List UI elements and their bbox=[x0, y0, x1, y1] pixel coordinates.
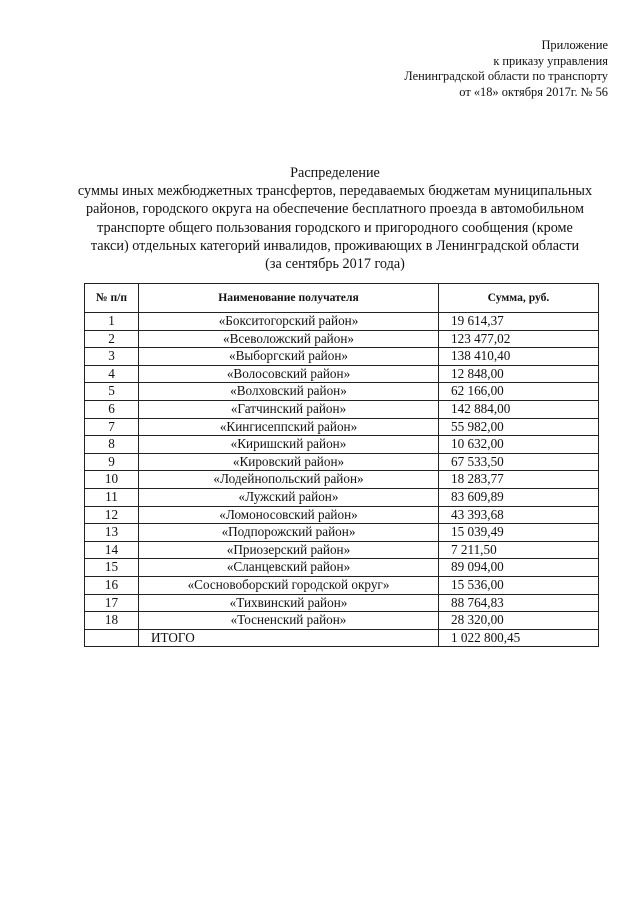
row-number: 7 bbox=[85, 418, 139, 436]
header-line: от «18» октября 2017г. № 56 bbox=[459, 84, 608, 99]
recipient-name: «Кингисеппский район» bbox=[139, 418, 439, 436]
row-amount: 43 393,68 bbox=[439, 506, 599, 524]
row-amount: 10 632,00 bbox=[439, 436, 599, 454]
row-amount: 15 039,49 bbox=[439, 524, 599, 542]
table-row bbox=[85, 365, 599, 383]
title-line: транспорте общего пользования городского и пригородного сообщения (кроме bbox=[97, 219, 573, 236]
total-amount: 1 022 800,45 bbox=[439, 629, 599, 647]
row-amount: 138 410,40 bbox=[439, 348, 599, 366]
row-amount: 89 094,00 bbox=[439, 559, 599, 577]
recipient-name: «Гатчинский район» bbox=[139, 400, 439, 418]
recipient-name: «Лужский район» bbox=[139, 488, 439, 506]
row-number: 13 bbox=[85, 524, 139, 542]
table-row bbox=[85, 594, 599, 612]
row-amount: 62 166,00 bbox=[439, 383, 599, 401]
row-amount: 7 211,50 bbox=[439, 541, 599, 559]
total-row bbox=[85, 629, 599, 647]
table-row bbox=[85, 559, 599, 577]
row-number: 4 bbox=[85, 365, 139, 383]
row-number: 14 bbox=[85, 541, 139, 559]
row-amount: 83 609,89 bbox=[439, 488, 599, 506]
row-number: 12 bbox=[85, 506, 139, 524]
recipient-name: «Тихвинский район» bbox=[139, 594, 439, 612]
row-number: 9 bbox=[85, 453, 139, 471]
row-amount: 28 320,00 bbox=[439, 612, 599, 630]
row-amount: 88 764,83 bbox=[439, 594, 599, 612]
row-amount: 18 283,77 bbox=[439, 471, 599, 489]
table-row bbox=[85, 488, 599, 506]
total-label: ИТОГО bbox=[139, 629, 439, 647]
row-amount: 55 982,00 bbox=[439, 418, 599, 436]
row-number: 11 bbox=[85, 488, 139, 506]
row-number: 6 bbox=[85, 400, 139, 418]
column-header-number: № п/п bbox=[85, 284, 139, 313]
row-number: 2 bbox=[85, 330, 139, 348]
row-number: 10 bbox=[85, 471, 139, 489]
table-row bbox=[85, 313, 599, 331]
row-amount: 12 848,00 bbox=[439, 365, 599, 383]
recipient-name: «Сланцевский район» bbox=[139, 559, 439, 577]
row-number: 16 bbox=[85, 576, 139, 594]
recipient-name: «Бокситогорский район» bbox=[139, 313, 439, 331]
recipient-name: «Волховский район» bbox=[139, 383, 439, 401]
row-amount: 15 536,00 bbox=[439, 576, 599, 594]
header-line: Ленинградской области по транспорту bbox=[404, 69, 608, 84]
row-number: 1 bbox=[85, 313, 139, 331]
row-amount: 67 533,50 bbox=[439, 453, 599, 471]
title-line: районов, городского округа на обеспечение бесплатного проезда в автомобильном bbox=[86, 201, 584, 218]
title-line: (за сентябрь 2017 года) bbox=[265, 256, 405, 273]
table-row bbox=[85, 383, 599, 401]
table-row bbox=[85, 506, 599, 524]
table-row bbox=[85, 400, 599, 418]
row-amount: 123 477,02 bbox=[439, 330, 599, 348]
table-row bbox=[85, 436, 599, 454]
table-row bbox=[85, 330, 599, 348]
recipient-name: «Подпорожский район» bbox=[139, 524, 439, 542]
total-empty-cell bbox=[85, 629, 139, 647]
recipient-name: «Выборгский район» bbox=[139, 348, 439, 366]
recipient-name: «Ломоносовский район» bbox=[139, 506, 439, 524]
header-line: к приказу управления bbox=[493, 53, 608, 68]
recipient-name: «Сосновоборский городской округ» bbox=[139, 576, 439, 594]
recipient-name: «Волосовский район» bbox=[139, 365, 439, 383]
recipient-name: «Лодейнопольский район» bbox=[139, 471, 439, 489]
title-line: Распределение bbox=[290, 165, 380, 181]
table-header-row bbox=[85, 284, 599, 313]
row-number: 18 bbox=[85, 612, 139, 630]
table-row bbox=[85, 524, 599, 542]
table-row bbox=[85, 471, 599, 489]
recipient-name: «Всеволожский район» bbox=[139, 330, 439, 348]
row-number: 3 bbox=[85, 348, 139, 366]
row-number: 17 bbox=[85, 594, 139, 612]
recipient-name: «Тосненский район» bbox=[139, 612, 439, 630]
recipient-name: «Кировский район» bbox=[139, 453, 439, 471]
table-row bbox=[85, 612, 599, 630]
title-line: такси) отдельных категорий инвалидов, проживающих в Ленинградской области bbox=[90, 237, 580, 254]
distribution-table bbox=[84, 283, 599, 647]
table-row bbox=[85, 453, 599, 471]
table-row bbox=[85, 541, 599, 559]
row-number: 5 bbox=[85, 383, 139, 401]
document-header bbox=[308, 38, 608, 100]
row-number: 15 bbox=[85, 559, 139, 577]
column-header-recipient: Наименование получателя bbox=[139, 284, 439, 313]
header-line: Приложение bbox=[541, 38, 608, 52]
title-line: суммы иных межбюджетных трансфертов, передаваемых бюджетам муниципальных bbox=[77, 183, 593, 200]
column-header-amount: Сумма, руб. bbox=[439, 284, 599, 313]
table-row bbox=[85, 418, 599, 436]
row-number: 8 bbox=[85, 436, 139, 454]
row-amount: 142 884,00 bbox=[439, 400, 599, 418]
recipient-name: «Приозерский район» bbox=[139, 541, 439, 559]
table-row bbox=[85, 576, 599, 594]
document-title bbox=[40, 164, 630, 273]
row-amount: 19 614,37 bbox=[439, 313, 599, 331]
recipient-name: «Киришский район» bbox=[139, 436, 439, 454]
table-row bbox=[85, 348, 599, 366]
